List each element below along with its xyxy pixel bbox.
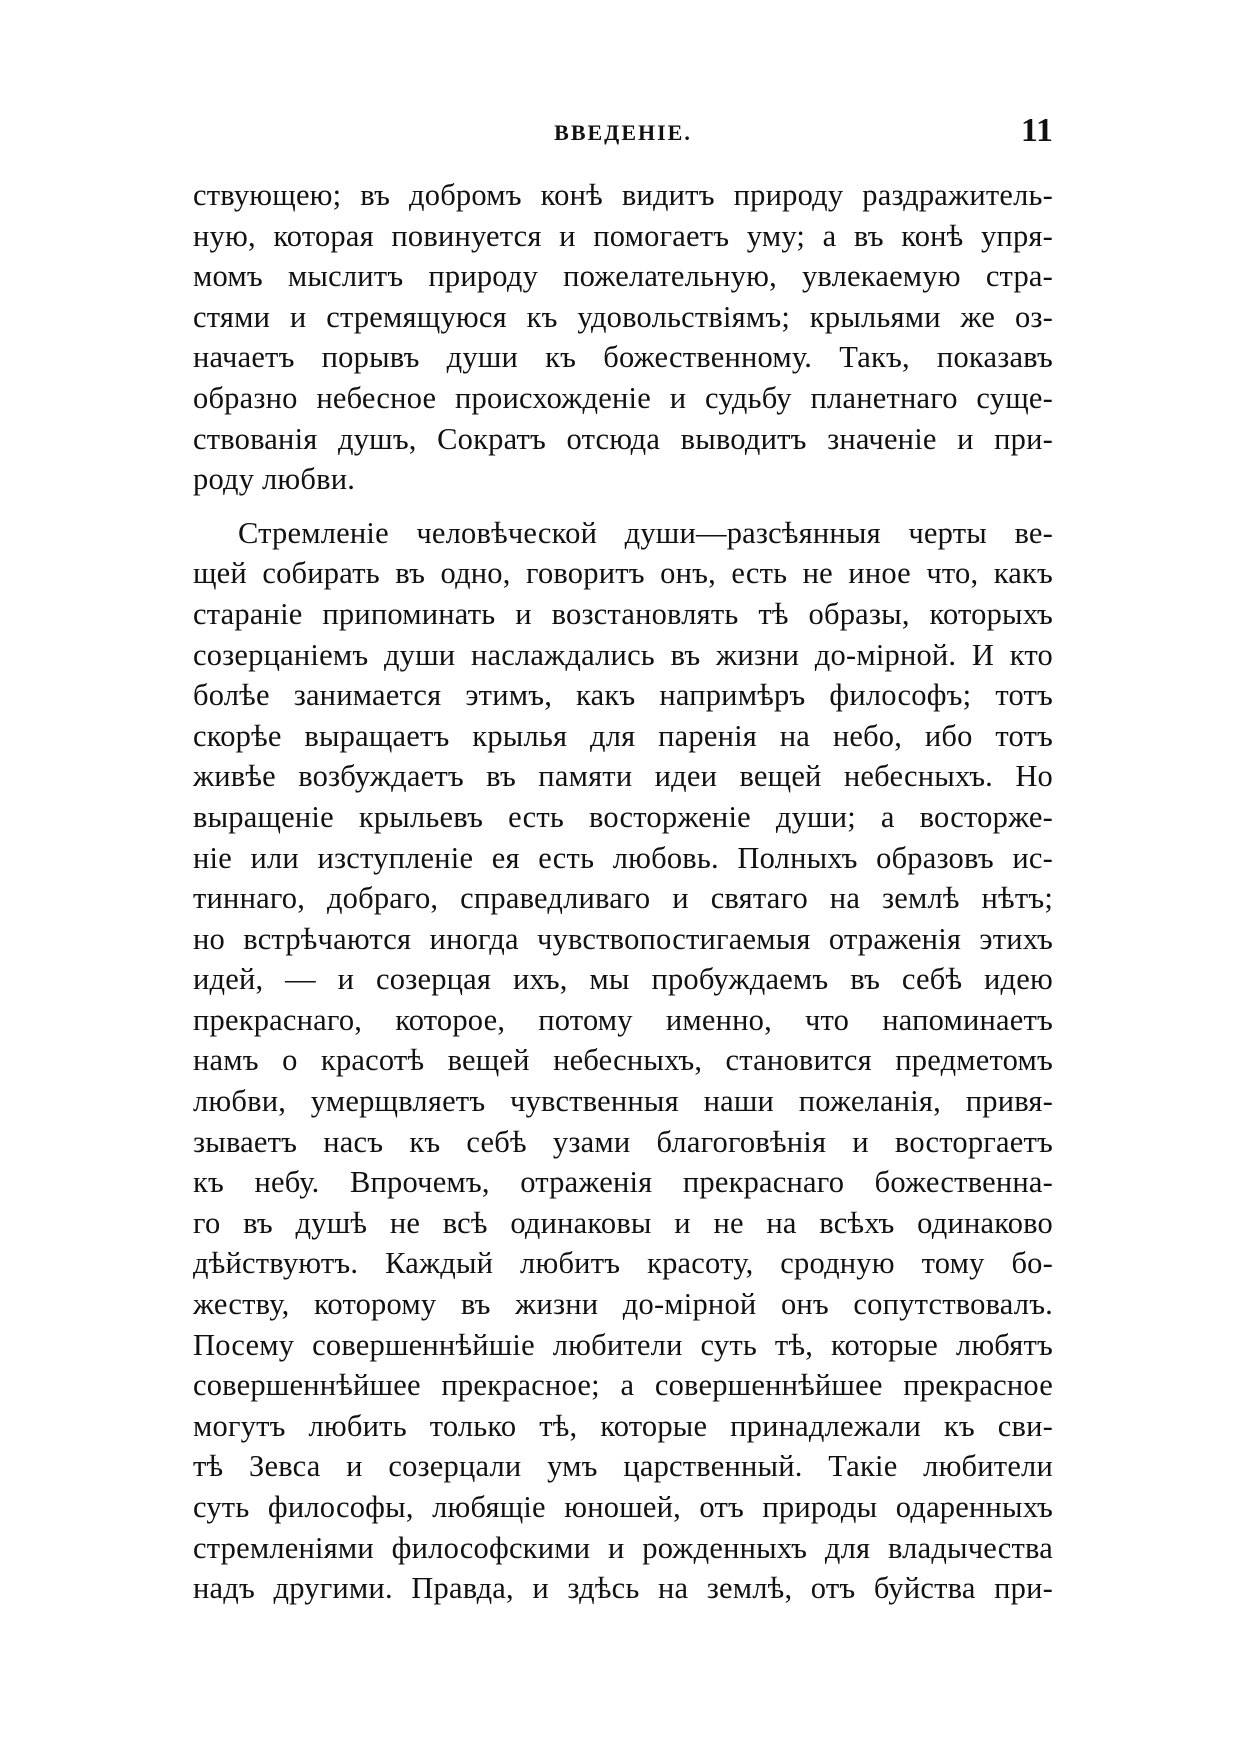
- body-text: [193, 175, 1053, 1609]
- text-line: момъ мыслитъ природу пожелательную, увлекаемую стра-: [193, 259, 1053, 294]
- running-header: [193, 112, 1053, 152]
- text-line: намъ о красотѣ вещей небесныхъ, становится предметомъ: [193, 1043, 1053, 1078]
- text-line: зываетъ насъ къ себѣ узами благоговѣнія и восторгаетъ: [193, 1124, 1053, 1159]
- page-number: 11: [1020, 112, 1053, 149]
- text-line: живѣе возбуждаетъ въ памяти идеи вещей небесныхъ. Но: [193, 759, 1053, 794]
- text-line: совершеннѣйшее прекрасное; а совершеннѣйшее прекрасное: [193, 1368, 1053, 1403]
- text-line: роду любви.: [193, 462, 356, 497]
- text-line: къ небу. Впрочемъ, отраженія прекраснаго божественна-: [193, 1165, 1053, 1200]
- paragraph: [193, 513, 1053, 1609]
- text-line: скорѣе выращаетъ крылья для паренія на небо, ибо тотъ: [193, 718, 1053, 753]
- running-title: ВВЕДЕНІЕ.: [554, 120, 692, 145]
- text-line: щей собирать въ одно, говоритъ онъ, есть не иное что, какъ: [193, 556, 1053, 591]
- text-line: Посему совершеннѣйшіе любители суть тѣ, которые любятъ: [193, 1327, 1053, 1362]
- text-line: прекраснаго, которое, потому именно, что напоминаетъ: [193, 1002, 1053, 1037]
- text-line: суть философы, любящіе юношей, отъ природы одаренныхъ: [193, 1490, 1053, 1524]
- text-line: жеству, которому въ жизни до-мірной онъ сопутствовалъ.: [193, 1287, 1053, 1322]
- text-line: надъ другими. Правда, и здѣсь на землѣ, отъ буйства при-: [193, 1571, 1053, 1606]
- text-line: дѣйствуютъ. Каждый любитъ красоту, сродную тому бо-: [193, 1246, 1053, 1281]
- text-line: стремленіями философскими и рожденныхъ для владычества: [193, 1530, 1053, 1565]
- text-line: любви, умерщвляетъ чувственныя наши пожеланія, привя-: [193, 1084, 1053, 1119]
- text-line: начаетъ порывъ души къ божественному. Такъ, показавъ: [193, 340, 1053, 375]
- text-line: ствованія душъ, Сократъ отсюда выводитъ значеніе и при-: [193, 421, 1053, 456]
- text-line: стараніе припоминать и возстановлять тѣ образы, которыхъ: [193, 596, 1053, 631]
- text-line: го въ душѣ не всѣ одинаковы и не на всѣхъ одинаково: [193, 1205, 1053, 1240]
- text-line: но встрѣчаются иногда чувствопостигаемыя отраженія этихъ: [193, 921, 1053, 956]
- paragraph: [193, 175, 1053, 500]
- text-line: Стремленіе человѣческой души—разсѣянныя черты ве-: [238, 515, 1053, 550]
- text-line: ствующею; въ добромъ конѣ видитъ природу раздражитель-: [193, 178, 1053, 212]
- text-line: идей, — и созерцая ихъ, мы пробуждаемъ въ себѣ идею: [193, 962, 1053, 997]
- paragraph-gap: [193, 500, 1053, 513]
- text-line: стями и стремящуюся къ удовольствіямъ; крыльями же оз-: [193, 299, 1053, 334]
- text-line: ніе или изступленіе ея есть любовь. Полныхъ образовъ ис-: [193, 840, 1053, 875]
- text-line: тиннаго, добраго, справедливаго и святаго на землѣ нѣтъ;: [193, 881, 1053, 916]
- text-line: тѣ Зевса и созерцали умъ царственный. Такіе любители: [193, 1449, 1053, 1484]
- text-line: образно небесное происхожденіе и судьбу планетнаго суще-: [193, 380, 1053, 415]
- text-line: могутъ любить только тѣ, которые принадлежали къ сви-: [193, 1408, 1053, 1443]
- text-line: выращеніе крыльевъ есть восторженіе души; а восторже-: [193, 799, 1053, 834]
- text-line: созерцаніемъ души наслаждались въ жизни до-мірной. И кто: [193, 637, 1053, 672]
- text-line: ную, которая повинуется и помогаетъ уму; а въ конѣ упря-: [193, 218, 1053, 253]
- text-line: болѣе занимается этимъ, какъ напримѣръ философъ; тотъ: [193, 678, 1053, 713]
